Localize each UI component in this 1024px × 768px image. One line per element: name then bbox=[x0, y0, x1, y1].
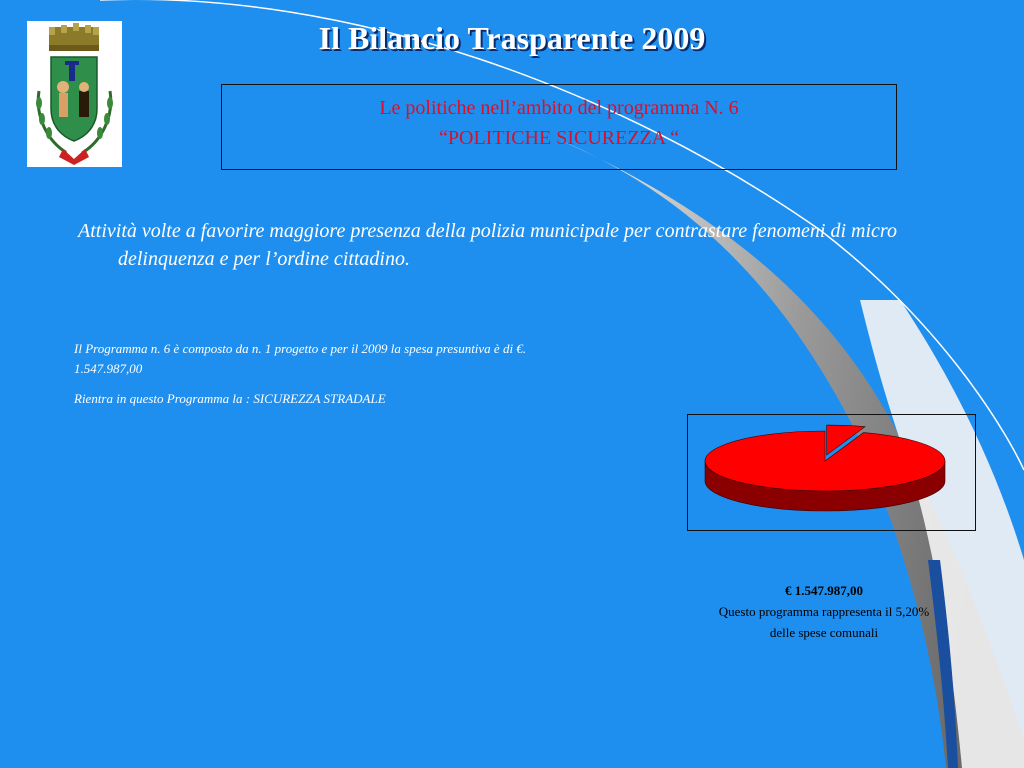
composition-text: Il Programma n. 6 è composto da n. 1 progetto e per il 2009 la spesa presuntiva è di €. 1.547.987,00 bbox=[74, 341, 527, 376]
pie-slice-1 bbox=[705, 431, 945, 491]
caption-amount: € 1.547.987,00 bbox=[785, 583, 863, 598]
pie-chart bbox=[688, 415, 975, 530]
includes-text: Rientra in questo Programma la : SICUREZZA STRADALE bbox=[74, 391, 386, 406]
program-heading-box bbox=[221, 84, 897, 170]
activity-description: Attività volte a favorire maggiore presenza della polizia municipale per contrastare fenomeni di micro delinquenza e per l’ordine cittadino. bbox=[78, 220, 897, 270]
program-name: “POLITICHE SICUREZZA “ bbox=[439, 127, 679, 149]
pie-chart-frame bbox=[687, 414, 976, 531]
chart-caption bbox=[654, 580, 994, 643]
caption-line-1: Questo programma rappresenta il 5,20% bbox=[718, 604, 930, 619]
program-heading: Le politiche nell’ambito del programma N. 6 bbox=[379, 97, 739, 119]
caption-line-2: delle spese comunali bbox=[769, 625, 879, 640]
slide-title: Il Bilancio Trasparente 2009 bbox=[318, 20, 706, 56]
program-info bbox=[74, 339, 544, 419]
